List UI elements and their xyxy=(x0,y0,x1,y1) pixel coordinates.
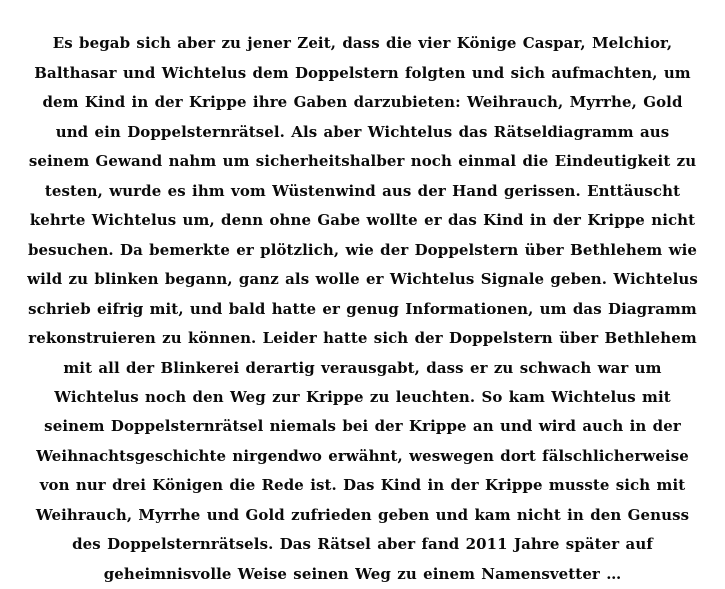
story-paragraph: Es begab sich aber zu jener Zeit, dass die vier Könige Caspar, Melchior, Balthasar und Wichtelus dem Doppelstern folgten und sich aufmachten, um dem Kind in der Krippe ihre Gaben darzubieten: Weihrauch, Myrrhe, Gold und ein Doppelsternrätsel. Als aber Wichtelus das Rätseldiagramm aus seinem Gewand nahm um sicherheitshalber noch einmal die Eindeutigkeit zu testen, wurde es ihm vom Wüstenwind aus der Hand gerissen. Enttäuscht kehrte Wichtelus um, denn ohne Gabe wollte er das Kind in der Krippe nicht besuchen. Da bemerkte er plötzlich, wie der Doppelstern über Bethlehem wie wild zu blinken begann, ganz als wolle er Wichtelus Signale geben. Wichtelus schrieb eifrig mit, und bald hatte er genug Informationen, um das Diagramm rekonstruieren zu können. Leider hatte sich der Doppelstern über Bethlehem mit all der Blinkerei derartig verausgabt, dass er zu schwach war um Wichtelus noch den Weg zur Krippe zu leuchten. So kam Wichtelus mit seinem Doppelsternrätsel niemals bei der Krippe an und wird auch in der Weihnachtsgeschichte nirgendwo erwähnt, weswegen dort fälschlicherweise von nur drei Königen die Rede ist. Das Kind in der Krippe musste sich mit Weihrauch, Myrrhe und Gold zufrieden geben und kam nicht in den Genuss des Doppelsternrätsels. Das Rätsel aber fand 2011 Jahre später auf geheimnisvolle Weise seinen Weg zu einem Namensvetter … xyxy=(27,34,698,583)
